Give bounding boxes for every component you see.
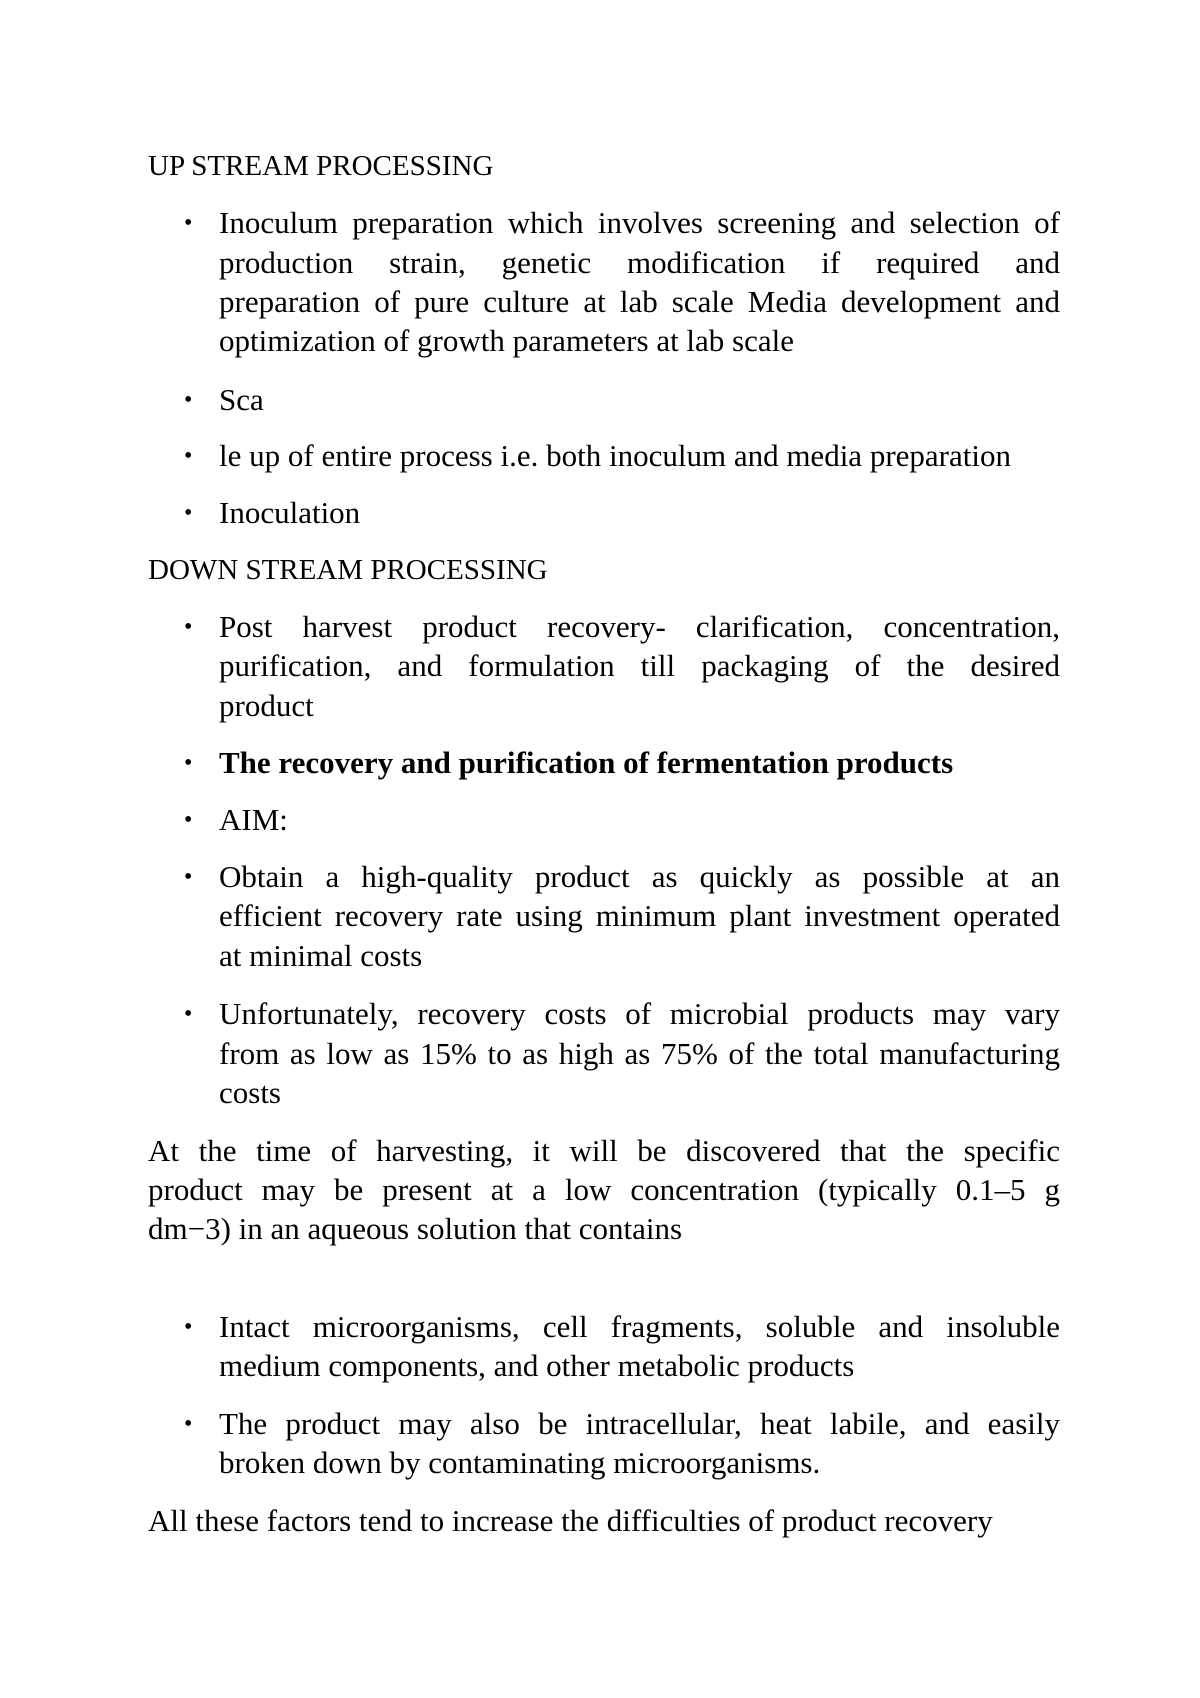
downstream-bullet-2: The recovery and purification of fermentation products	[219, 745, 954, 780]
harvest-paragraph-line-1: At the time of harvesting, it will be discovered that the specific	[148, 1133, 1060, 1168]
harvest-paragraph-line-3: dm−3) in an aqueous solution that contains	[148, 1211, 683, 1246]
bullet-marker: •	[184, 1314, 193, 1340]
bullet-marker: •	[184, 1411, 193, 1437]
upstream-bullet-3: le up of entire process i.e. both inoculum and media preparation	[219, 438, 1011, 473]
contains-bullet-2-line-1: The product may also be intracellular, heat labile, and easily	[219, 1406, 1060, 1441]
bullet-marker: •	[184, 750, 193, 776]
downstream-bullet-4-line-3: at minimal costs	[219, 938, 423, 973]
upstream-bullet-4: Inoculation	[219, 495, 361, 530]
upstream-bullet-2: Sca	[219, 382, 264, 417]
contains-bullet-1-line-2: medium components, and other metabolic products	[219, 1348, 855, 1383]
bullet-marker: •	[184, 443, 193, 469]
upstream-heading: UP STREAM PROCESSING	[148, 150, 494, 182]
downstream-bullet-1-line-1: Post harvest product recovery- clarification, concentration,	[219, 609, 1060, 644]
downstream-bullet-1-line-3: product	[219, 688, 314, 723]
downstream-heading: DOWN STREAM PROCESSING	[148, 554, 548, 586]
harvest-paragraph-line-2: product may be present at a low concentration (typically 0.1–5 g	[148, 1172, 1060, 1207]
downstream-bullet-1-line-2: purification, and formulation till packaging of the desired	[219, 648, 1060, 683]
bullet-marker: •	[184, 387, 193, 413]
downstream-bullet-4-line-1: Obtain a high-quality product as quickly as possible at an	[219, 859, 1060, 894]
upstream-bullet-1-line-4: optimization of growth parameters at lab scale	[219, 323, 795, 358]
bullet-marker: •	[184, 614, 193, 640]
bullet-marker: •	[184, 210, 193, 236]
downstream-bullet-3: AIM:	[219, 802, 288, 837]
bullet-marker: •	[184, 500, 193, 526]
downstream-bullet-5-line-1: Unfortunately, recovery costs of microbial products may vary	[219, 996, 1060, 1031]
downstream-bullet-4-line-2: efficient recovery rate using minimum plant investment operated	[219, 898, 1060, 933]
bullet-marker: •	[184, 1001, 193, 1027]
downstream-bullet-5-line-3: costs	[219, 1075, 281, 1110]
bullet-marker: •	[184, 807, 193, 833]
downstream-bullet-5-line-2: from as low as 15% to as high as 75% of the total manufacturing	[219, 1036, 1060, 1071]
contains-bullet-2-line-2: broken down by contaminating microorganisms.	[219, 1445, 821, 1480]
bullet-marker: •	[184, 864, 193, 890]
conclusion-sentence: All these factors tend to increase the difficulties of product recovery	[148, 1503, 993, 1538]
upstream-bullet-1-line-2: production strain, genetic modification if required and	[219, 245, 1060, 280]
upstream-bullet-1-line-3: preparation of pure culture at lab scale Media development and	[219, 284, 1060, 319]
contains-bullet-1-line-1: Intact microorganisms, cell fragments, soluble and insoluble	[219, 1309, 1060, 1344]
upstream-bullet-1-line-1: Inoculum preparation which involves screening and selection of	[219, 205, 1060, 240]
